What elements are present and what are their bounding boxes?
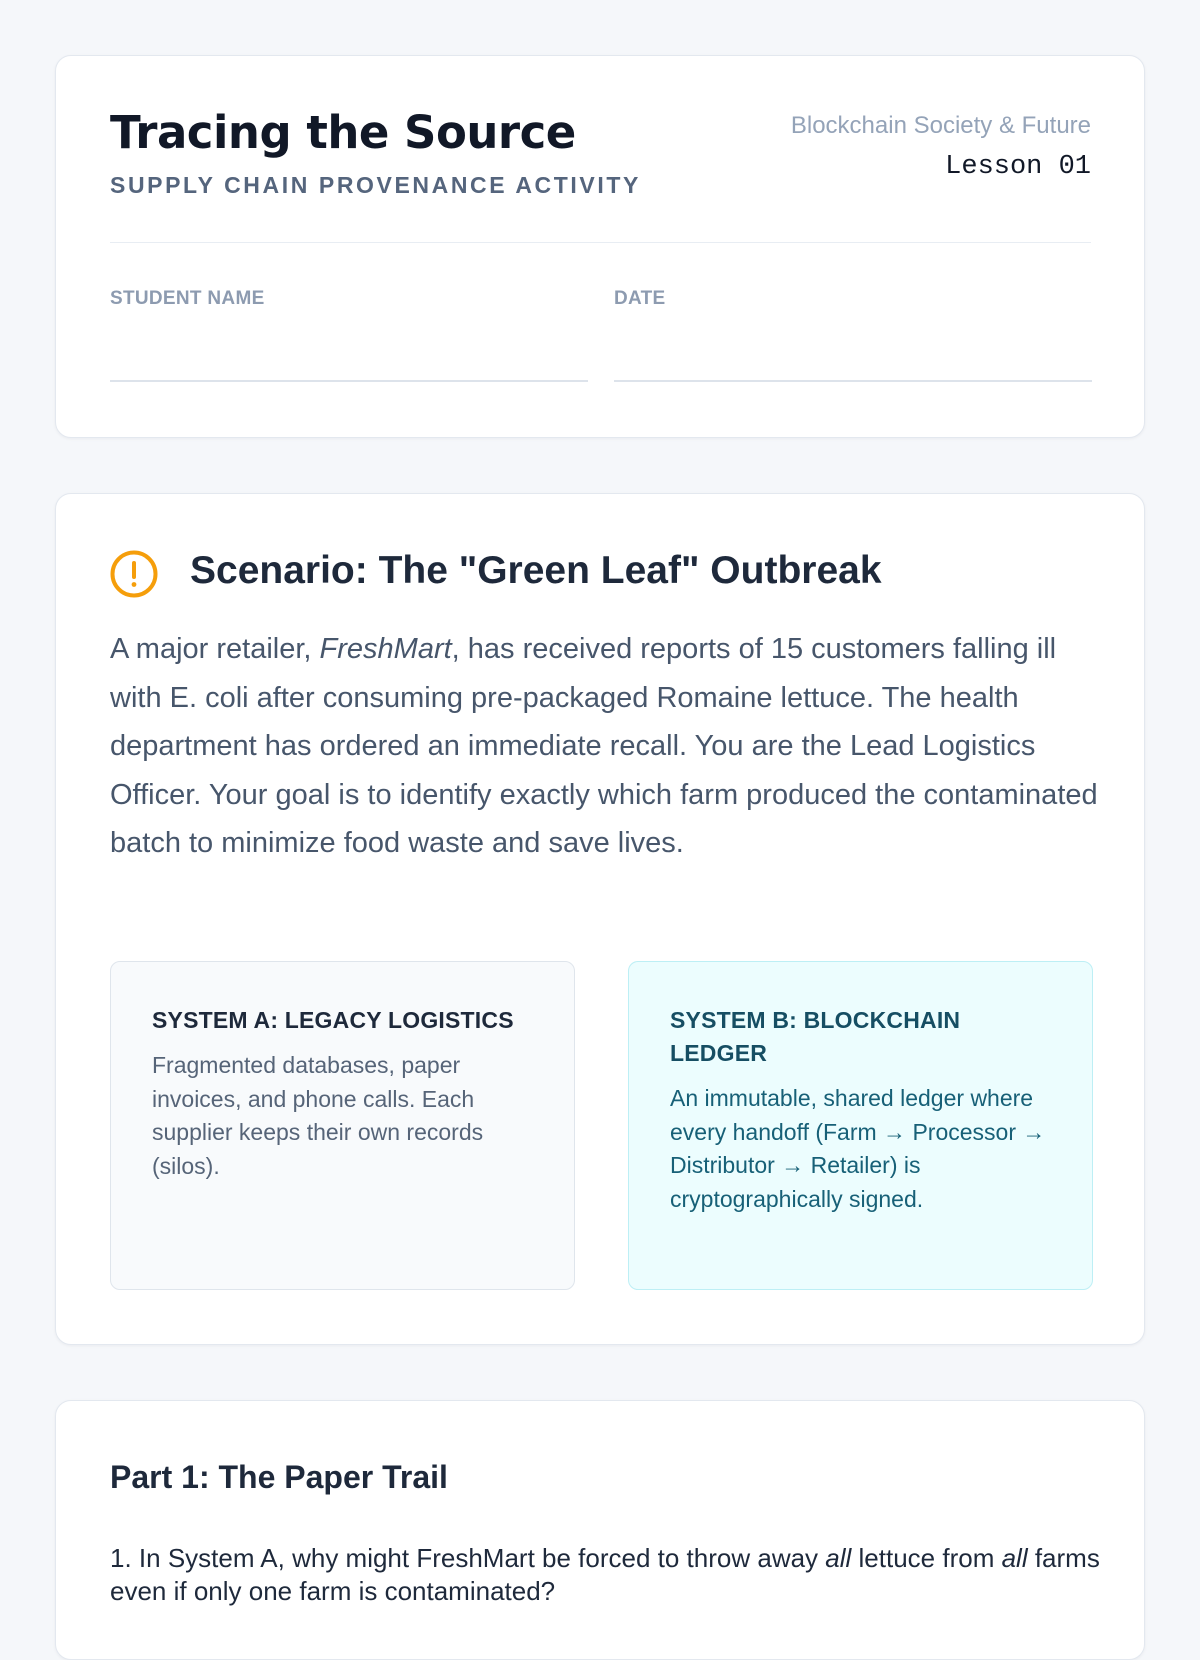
header-divider [110, 242, 1091, 243]
course-name: Blockchain Society & Future [790, 112, 1091, 139]
scenario-card [55, 493, 1145, 1345]
warning-circle-icon [110, 550, 158, 598]
question-1-text-a: 1. In System A, why might FreshMart be forced to throw away [110, 1543, 826, 1573]
lesson-number: Lesson 01 [945, 152, 1091, 182]
part-1-card [55, 1400, 1145, 1660]
part-1-title: Part 1: The Paper Trail [110, 1459, 448, 1495]
date-field[interactable] [614, 380, 1092, 382]
scenario-retailer-name: FreshMart [319, 633, 452, 665]
question-1 [110, 1542, 1100, 1608]
scenario-text-body: , has received reports of 15 customers falling ill with E. coli after consuming pre-packaged Romaine lettuce. The health department has ordered an immediate recall. You are the Lead Logistics Officer. Your goal is to identify exactly which farm produced the contaminated batch to minimize food waste and save lives. [110, 633, 1098, 859]
question-1-emphasis-a: all [825, 1543, 852, 1573]
scenario-text-intro: A major retailer, [110, 633, 320, 665]
scenario-title: Scenario: The "Green Leaf" Outbreak [190, 549, 882, 592]
system-b-title: SYSTEM B: BLOCKCHAIN LEDGER [670, 1007, 961, 1066]
question-1-text-c: farms even if only one farm is contaminated? [110, 1543, 1100, 1606]
system-a-box [110, 961, 575, 1290]
system-a-description: Fragmented databases, paper invoices, and phone calls. Each supplier keeps their own records (silos). [152, 1052, 484, 1179]
scenario-description [110, 625, 1100, 868]
worksheet-subtitle: SUPPLY CHAIN PROVENANCE ACTIVITY [110, 172, 641, 198]
student-name-label: STUDENT NAME [110, 288, 265, 309]
question-1-emphasis-b: all [1001, 1543, 1028, 1573]
system-b-box [628, 961, 1093, 1290]
question-1-text-b: lettuce from [851, 1543, 1002, 1573]
student-name-field[interactable] [110, 380, 588, 382]
date-label: DATE [614, 288, 666, 309]
system-b-description: An immutable, shared ledger where every handoff (Farm → Processor → Distributor → Retailer) is cryptographically signed. [670, 1085, 1046, 1212]
system-a-title: SYSTEM A: LEGACY LOGISTICS [152, 1007, 514, 1033]
worksheet-header-card [55, 55, 1145, 438]
worksheet-title: Tracing the Source [110, 106, 576, 159]
